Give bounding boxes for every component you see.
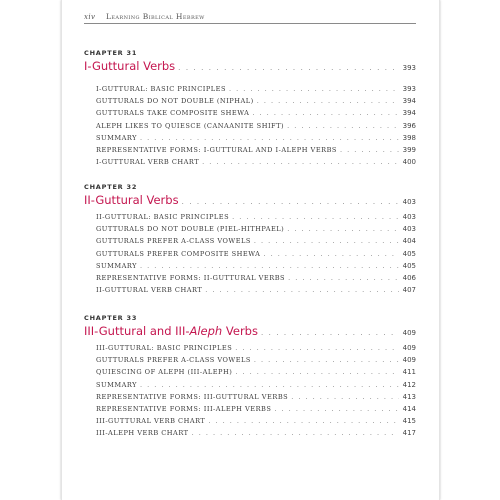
dot-leader (263, 248, 399, 260)
chapter-title-row[interactable] (84, 324, 416, 339)
toc-entry-label: SUMMARY (96, 261, 137, 270)
dot-leader (202, 156, 399, 168)
toc-entry[interactable] (84, 120, 416, 132)
toc-entry-page: 407 (402, 286, 416, 295)
dot-leader (291, 391, 399, 403)
toc-entry-label: III-GUTTURAL VERB CHART (96, 417, 206, 426)
toc-entry[interactable] (84, 132, 416, 144)
toc-entry-page: 406 (402, 273, 416, 282)
chapter-page-number: 403 (402, 198, 416, 206)
toc-entry[interactable] (84, 427, 416, 439)
chapter-title[interactable]: II-Guttural Verbs (84, 193, 179, 207)
toc-entry-page: 405 (402, 261, 416, 270)
toc-entry[interactable] (84, 248, 416, 260)
toc-entry-page: 412 (402, 380, 416, 389)
chapter-title[interactable]: I-Guttural Verbs (84, 59, 176, 73)
chapter-label: CHAPTER 33 (84, 314, 138, 322)
dot-leader (232, 211, 399, 223)
toc-entry-label: GUTTURALS PREFER A-CLASS VOWELS (96, 356, 251, 365)
toc-entry-label: I-GUTTURAL: BASIC PRINCIPLES (96, 85, 226, 93)
toc-entry-label: I-GUTTURAL VERB CHART (96, 158, 200, 167)
toc-entry-page: 399 (402, 145, 416, 154)
toc-entry[interactable] (84, 403, 416, 415)
toc-entry[interactable] (84, 235, 416, 247)
dot-leader (140, 379, 399, 391)
toc-entry-page: 403 (402, 213, 416, 221)
dot-leader (140, 132, 399, 144)
toc-entry-label: II-GUTTURAL: BASIC PRINCIPLES (96, 213, 230, 221)
toc-entry-label: GUTTURALS PREFER A-CLASS VOWELS (96, 237, 251, 246)
toc-entry[interactable] (84, 415, 416, 427)
chapter-title-tail: Verbs (222, 324, 258, 338)
toc-entry[interactable] (84, 260, 416, 272)
dot-leader (140, 260, 399, 272)
book-page (61, 0, 440, 500)
chapter-page-number: 409 (402, 329, 416, 337)
toc-entry-page: 409 (402, 344, 416, 352)
dot-leader (254, 235, 399, 247)
chapter-title-main: III-Guttural and III- (84, 324, 190, 338)
dot-leader (287, 120, 399, 132)
chapter-31 (84, 48, 416, 168)
toc-entry-label: SUMMARY (96, 133, 137, 142)
toc-entry-label: GUTTURALS PREFER COMPOSITE SHEWA (96, 249, 261, 258)
dot-leader (287, 223, 399, 235)
page-number: xiv (84, 13, 96, 21)
toc-entry-label: REPRESENTATIVE FORMS: II-GUTTURAL VERBS (96, 273, 286, 282)
toc-entry-label: REPRESENTATIVE FORMS: I-GUTTURAL AND I-ALEPH VERBS (96, 145, 337, 154)
dot-leader (235, 366, 399, 378)
dot-leader (252, 107, 399, 119)
header-divider (84, 23, 416, 24)
toc-entry[interactable] (84, 354, 416, 366)
toc-entry-page: 409 (402, 356, 416, 365)
toc-entry-page: 405 (402, 249, 416, 258)
toc-entry-page: 394 (402, 97, 416, 106)
chapter-title[interactable] (84, 324, 258, 339)
toc-entry[interactable] (84, 391, 416, 403)
toc-entry[interactable] (84, 342, 416, 354)
toc-entry[interactable] (84, 366, 416, 378)
toc-entry[interactable] (84, 223, 416, 235)
toc-entry-label: REPRESENTATIVE FORMS: III-GUTTURAL VERBS (96, 392, 289, 401)
toc-entry[interactable] (84, 83, 416, 95)
toc-entry-label: GUTTURALS DO NOT DOUBLE (NIPHAL) (96, 97, 254, 106)
toc-entry-label: GUTTURALS DO NOT DOUBLE (PIEL-HITHPAEL) (96, 225, 285, 234)
toc-entry[interactable] (84, 272, 416, 284)
chapter-label: CHAPTER 31 (84, 49, 138, 57)
dot-leader (205, 284, 399, 296)
chapter-title-row[interactable] (84, 193, 416, 208)
chapter-label: CHAPTER 32 (84, 183, 138, 191)
toc-entry-page: 413 (402, 392, 416, 401)
toc-entry[interactable] (84, 211, 416, 223)
dot-leader (192, 427, 399, 439)
toc-entry[interactable] (84, 144, 416, 156)
dot-leader (274, 403, 399, 415)
toc-entry-label: GUTTURALS TAKE COMPOSITE SHEWA (96, 109, 250, 118)
dot-leader (288, 272, 399, 284)
dot-leader (178, 61, 399, 76)
toc-entry-page: 417 (402, 429, 416, 438)
dot-leader (340, 144, 399, 156)
chapter-page-number: 393 (402, 64, 416, 72)
toc-entry-page: 398 (402, 133, 416, 142)
running-head (84, 12, 414, 21)
toc-entry-page: 414 (402, 404, 416, 413)
toc-entry[interactable] (84, 107, 416, 119)
toc-entry[interactable] (84, 156, 416, 168)
chapter-title-italic: Aleph (189, 324, 223, 338)
toc-entry-label: III-GUTTURAL: BASIC PRINCIPLES (96, 344, 233, 352)
toc-entry-page: 396 (402, 121, 416, 130)
toc-entry-page: 415 (402, 417, 416, 426)
chapter-33 (84, 313, 416, 440)
section-list (84, 342, 416, 440)
running-head-title: Learning Biblical Hebrew (105, 12, 205, 21)
dot-leader (229, 83, 399, 95)
chapter-32 (84, 182, 416, 296)
dot-leader (208, 415, 399, 427)
toc-entry-page: 411 (402, 368, 416, 377)
toc-entry-page: 400 (402, 158, 416, 167)
dot-leader (254, 354, 399, 366)
dot-leader (235, 342, 399, 354)
toc-entry-page: 403 (402, 225, 416, 234)
toc-entry-label: QUIESCING OF ALEPH (III-ALEPH) (96, 368, 233, 377)
toc-entry-label: REPRESENTATIVE FORMS: III-ALEPH VERBS (96, 404, 272, 413)
toc-entry[interactable] (84, 379, 416, 391)
toc-entry-label: SUMMARY (96, 380, 137, 389)
toc-entry-page: 393 (402, 85, 416, 93)
toc-entry[interactable] (84, 284, 416, 296)
toc-entry[interactable] (84, 95, 416, 107)
dot-leader (182, 195, 399, 210)
toc-entry-page: 404 (402, 237, 416, 246)
toc-entry-page: 394 (402, 109, 416, 118)
section-list (84, 211, 416, 296)
toc-entry-label: III-ALEPH VERB CHART (96, 429, 189, 438)
dot-leader (261, 326, 399, 341)
dot-leader (257, 95, 399, 107)
toc-entry-label: II-GUTTURAL VERB CHART (96, 286, 203, 295)
toc-entry-label: ALEPH LIKES TO QUIESCE (CANAANITE SHIFT) (96, 121, 285, 130)
chapter-title-row[interactable] (84, 59, 416, 74)
section-list (84, 83, 416, 168)
